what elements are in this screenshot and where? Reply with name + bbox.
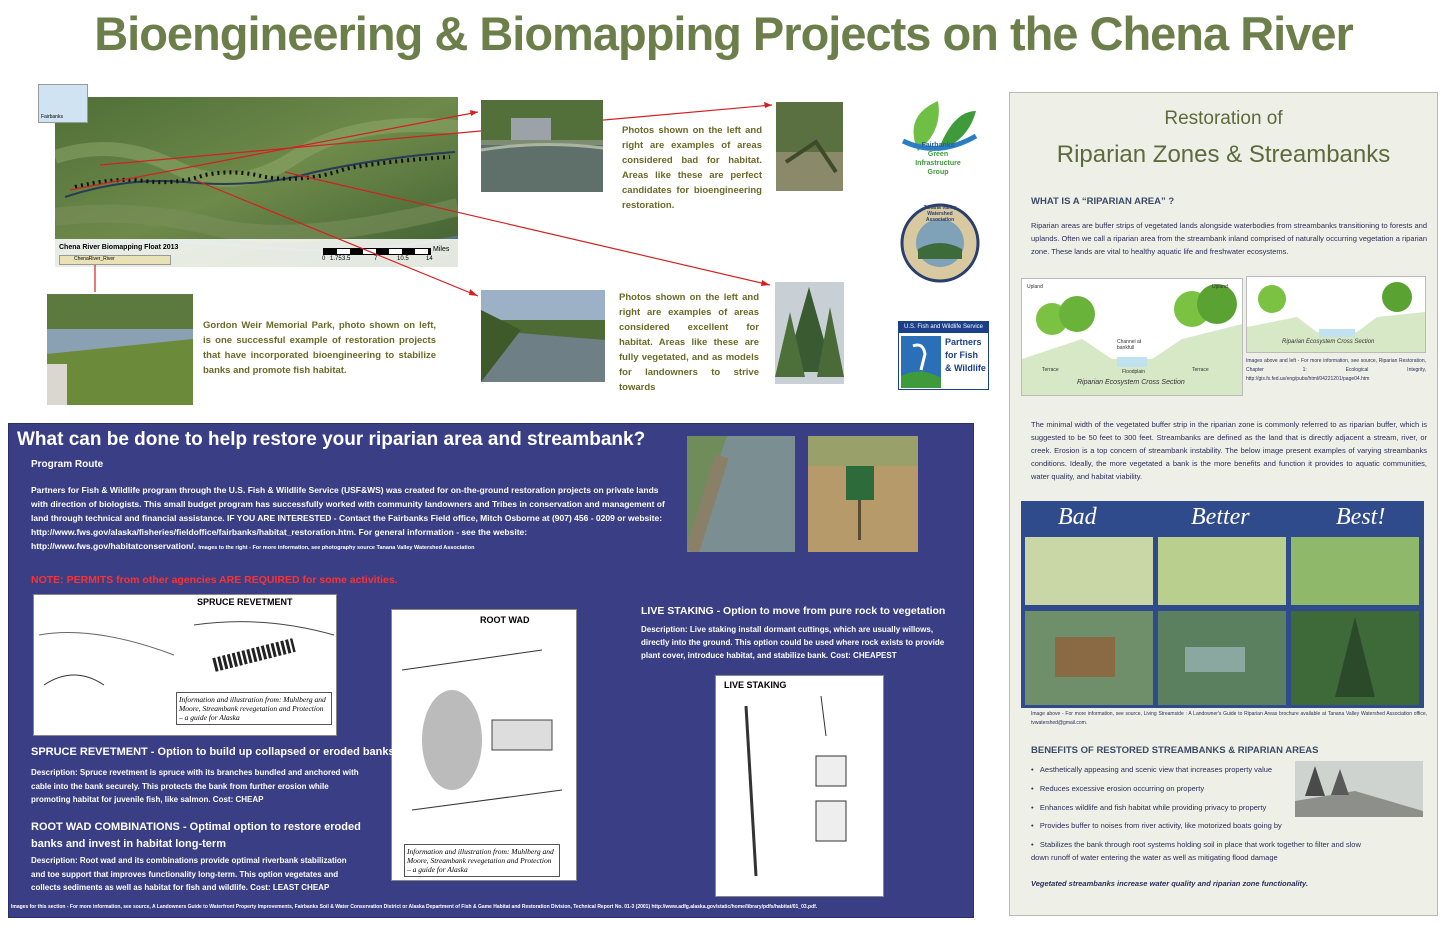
bad-habitat-photo-right bbox=[776, 102, 843, 191]
diagram-caption-small: Riparian Ecosystem Cross Section bbox=[1282, 339, 1375, 345]
closing-statement: Vegetated streambanks increase water quality and riparian zone functionality. bbox=[1031, 879, 1309, 888]
scale-tick: 7 bbox=[374, 256, 378, 262]
benefits-heading: BENEFITS OF RESTORED STREAMBANKS & RIPARIAN AREAS bbox=[1031, 745, 1319, 756]
fgig-line: Fairbanks bbox=[921, 142, 955, 149]
live-staking-description: Description: Live staking install dormant cuttings, which are usually willows, directly into the ground. This option could be used where rock exists to provide plant cover, introduce habitat, and stabilize bank. Cost: CHEAPEST bbox=[641, 625, 945, 660]
map-legend-label: ChenaRiver_River bbox=[74, 256, 115, 262]
scale-tick: 14 bbox=[426, 256, 433, 262]
diagram-label: Terrace bbox=[1042, 367, 1059, 373]
gordon-weir-photo bbox=[47, 294, 193, 405]
spruce-illustration-caption: Information and illustration from: Muhlberg and Moore, Streambank revegetation and Protection – a guide for Alaska bbox=[176, 692, 332, 725]
map-title: Chena River Biomapping Float 2013 bbox=[59, 244, 179, 251]
usfws-partners-logo bbox=[898, 321, 989, 390]
better-label: Better bbox=[1191, 504, 1250, 530]
root-wad-illustration-caption: Information and illustration from: Muhlberg and Moore, Streambank revegetation and Protection – a guide for Alaska bbox=[404, 844, 560, 877]
fairbanks-green-infrastructure-logo bbox=[898, 96, 978, 184]
riparian-title-line1: Restoration of bbox=[1164, 108, 1283, 129]
live-staking-photo bbox=[687, 436, 795, 552]
restoration-options-panel bbox=[8, 423, 974, 918]
riparian-question-heading: WHAT IS A “RIPARIAN AREA” ? bbox=[1031, 196, 1175, 207]
diagram-label: Upland bbox=[1212, 284, 1228, 290]
panel-heading: What can be done to help restore your riparian area and streambank? bbox=[17, 429, 646, 450]
usfws-main-line: & Wildlife bbox=[945, 363, 986, 373]
scale-tick: 0 bbox=[322, 256, 326, 262]
live-staking-heading: LIVE STAKING - Option to move from pure rock to vegetation bbox=[641, 605, 946, 617]
spruce-revetment-illustration bbox=[33, 594, 337, 736]
riparian-info-panel bbox=[1009, 92, 1438, 916]
scale-tick: 3.5 bbox=[342, 256, 351, 262]
bbb-source-text: Image above - For more information, see source, Living Streamside : A Landowner's Guide to Riparian Areas brochure available at Tanana Valley Watershed Association office, tvwatershed@gmail.com. bbox=[1031, 711, 1427, 726]
usfws-main-line: for Fish bbox=[945, 350, 978, 360]
bad-habitat-photo-left bbox=[481, 100, 603, 192]
panel-footer-source: Images for this section - For more information, see source, A Landowners Guide to Waterfront Property Improvements, Fairbanks Soil & Water Conservation District or Alaska Department of Fish & Game Habitat and Restoration Division, Technical Report No. 01-3 (2001) http://www.adfg.alaska.gov/static/home/library/pdfs/habitat/01_03.pdf. bbox=[11, 904, 818, 910]
restoration-sign-photo bbox=[808, 436, 918, 552]
bad-label: Bad bbox=[1058, 504, 1097, 530]
program-route-label: Program Route bbox=[31, 459, 104, 470]
live-staking-label: LIVE STAKING bbox=[724, 680, 787, 690]
benefit-item: • Stabilizes the bank through root systems holding soil in place that work together to filter and slow down runoff of water entering the water as well as mitigating flood damage bbox=[1031, 840, 1361, 862]
map-scale-unit: Miles bbox=[433, 246, 450, 253]
program-intro-body: Partners for Fish & Wildlife program through the U.S. Fish & Wildlife Service (USF&WS) was created for on-the-ground restoration projects on private lands with direction of biologists. This small budget program has successfully worked with community landowners and Tribes in conservation and management of land through technical and financial assistance. IF YOU ARE INTERESTED - Contact the Fairbanks Field office, Mitch Osborne at (907) 456 - 0209 or website: http://www.fws.gov/alaska/fisheries/fieldoffice/fairbanks/habitat_restoration.htm. For general information - see the website: http://www.fws.gov/habitatconservation/. bbox=[31, 485, 665, 551]
spruce-revetment-label: SPRUCE REVETMENT bbox=[197, 597, 293, 607]
diagram-label: Floodplain bbox=[1122, 369, 1146, 375]
diagram-source-text: Images above and left - For more information, see source, Riparian Restoration, Chapter 1: Ecological Integrity, http://gis.fs.fed.us/eng/pubs/html/04221201/page04.htm bbox=[1246, 358, 1426, 382]
diagram-label: Upland bbox=[1027, 284, 1043, 290]
benefit-item: • Provides buffer to noises from river activity, like motorized boats going by bbox=[1031, 821, 1282, 830]
riparian-cross-section-large bbox=[1021, 278, 1243, 396]
benefit-text: Provides buffer to noises from river activity, like motorized boats going by bbox=[1039, 821, 1282, 830]
diagram-label: Channel at bankfull bbox=[1117, 339, 1142, 351]
riparian-cross-section-small bbox=[1246, 276, 1426, 353]
fgig-line: Green bbox=[927, 151, 949, 158]
spruce-revetment-heading: SPRUCE REVETMENT - Option to build up collapsed or eroded banks bbox=[31, 746, 395, 758]
scale-tick: 10.5 bbox=[397, 256, 409, 262]
tanana-valley-watershed-logo bbox=[900, 203, 980, 283]
tvwa-text: Tanana Valley Watershed Association bbox=[923, 205, 957, 223]
usfws-top-band: U.S. Fish and Wildlife Service bbox=[899, 322, 988, 333]
root-wad-heading: ROOT WAD COMBINATIONS - Optimal option to restore eroded banks and invest in habitat long-term bbox=[31, 821, 361, 850]
poster-title: Bioengineering & Biomapping Projects on the Chena River bbox=[94, 7, 1353, 60]
map-inset-label: Fairbanks bbox=[41, 114, 63, 120]
benefit-item: • Reduces excessive erosion occurring on property bbox=[1031, 784, 1205, 793]
root-wad-illustration bbox=[391, 609, 577, 881]
benefit-text: Stabilizes the bank through root systems holding soil in place that work together to filter and slow down runoff of water entering the water as well as mitigating flood damage bbox=[1031, 840, 1361, 862]
program-intro-text bbox=[31, 483, 669, 555]
excellent-habitat-photo-left bbox=[481, 290, 605, 382]
fgig-line: Infrastructure bbox=[915, 160, 961, 167]
root-wad-description: Description: Root wad and its combinations provide optimal riverbank stabilization and toe support that improves functionality long-term. This option vegetates and collects sediments as well as habitat for fish and wildlife. Cost: LEAST CHEAP bbox=[31, 856, 347, 892]
root-wad-label: ROOT WAD bbox=[480, 615, 530, 625]
usfws-main-line: Partners bbox=[945, 337, 982, 347]
fgig-line: Group bbox=[927, 169, 949, 176]
excellent-habitat-photo-right bbox=[775, 282, 844, 384]
best-label: Best! bbox=[1336, 504, 1386, 530]
streambank-sketch-image bbox=[1295, 761, 1423, 817]
permits-note: NOTE: PERMITS from other agencies ARE REQUIRED for some activities. bbox=[31, 574, 398, 586]
diagram-caption-large: Riparian Ecosystem Cross Section bbox=[1077, 379, 1185, 386]
benefit-item: • Enhances wildlife and fish habitat while providing privacy to property bbox=[1031, 803, 1267, 812]
excellent-habitat-caption: Photos shown on the left and right are examples of areas considered excellent for habitat. Areas like these are fully vegetated, and as models for landowners to strive towards bbox=[619, 292, 759, 393]
riparian-definition-text: Riparian areas are buffer strips of vegetated lands alongside waterbodies from streambanks transitioning to forests and uplands. Often we call a riparian area from the streambank inland comprised of naturally occurring vegetation a riparian zone. These lands are vital to healthy aquatic life and freshwater ecosystems. bbox=[1031, 221, 1427, 256]
diagram-label: Terrace bbox=[1192, 367, 1209, 373]
gordon-weir-caption: Gordon Weir Memorial Park, photo shown on left, is one successful example of restoration projects that have incorporated bioengineering to stabilize banks and promote fish habitat. bbox=[203, 320, 436, 376]
benefit-item: • Aesthetically appeasing and scenic view that increases property value bbox=[1031, 765, 1273, 774]
benefit-text: Enhances wildlife and fish habitat while providing privacy to property bbox=[1039, 803, 1267, 812]
bad-better-best-figure bbox=[1021, 501, 1424, 708]
benefit-text: Aesthetically appeasing and scenic view that increases property value bbox=[1039, 765, 1273, 774]
bad-habitat-caption: Photos shown on the left and right are examples of areas considered bad for habitat. Areas like these are perfect candidates for bioengineering restoration. bbox=[622, 125, 762, 211]
scale-tick: 1.75 bbox=[330, 256, 342, 262]
riparian-buffer-text: The minimal width of the vegetated buffer strip in the riparian zone is commonly referred to as riparian buffer, which is suggested to be 50 feet to 300 feet. Streambanks are defined as the land that is directly adjacent a stream, river, or creek. Erosion is a top concern of streambank instability. The below image present examples of varying streambanks conditions. Ideally, the more vegetated a bank is the more benefits and function it provides to aquatic communities, water quality, and habitat viability. bbox=[1031, 420, 1427, 481]
riparian-title-line2: Riparian Zones & Streambanks bbox=[1056, 141, 1391, 168]
spruce-revetment-description: Description: Spruce revetment is spruce with its branches bundled and anchored with cable into the bank securely. This protects the bank from further erosion while promoting habitat for juvenile fish, like salmon. Cost: CHEAP bbox=[31, 768, 359, 804]
program-intro-small: Images to the right - For more information, see photography source Tanana Valley Watershed Association bbox=[198, 545, 475, 551]
live-staking-illustration bbox=[715, 675, 884, 897]
benefit-text: Reduces excessive erosion occurring on property bbox=[1039, 784, 1205, 793]
heron-icon bbox=[901, 336, 941, 388]
